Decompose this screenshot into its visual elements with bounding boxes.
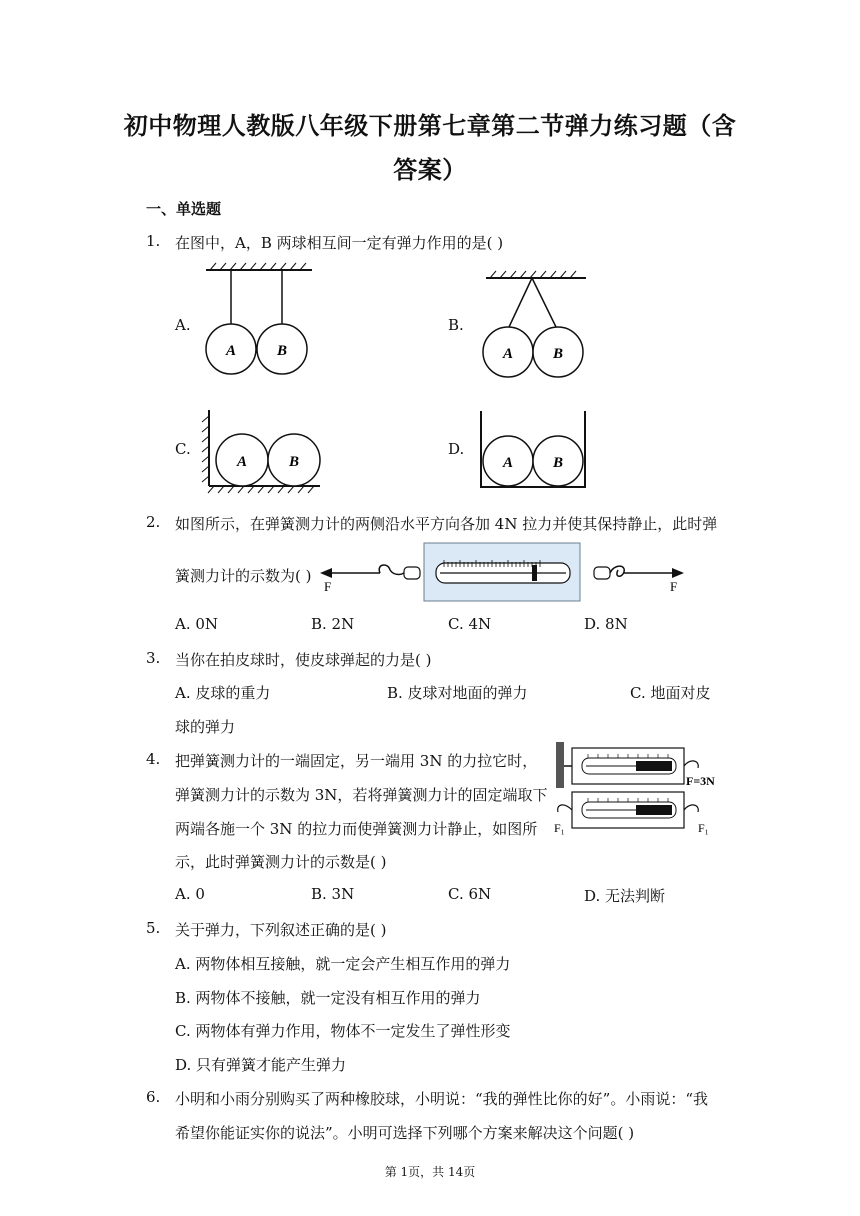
- q1c-ball-a-label: A: [236, 454, 248, 470]
- q1a-ball-b-label: B: [276, 343, 288, 359]
- q4-line-4: 示，此时弹簧测力计的示数是( ): [175, 853, 387, 871]
- section-heading: 一、单选题: [146, 200, 222, 218]
- q4-option-b: B. 3N: [311, 885, 355, 903]
- q3-option-c: C. 地面对皮: [630, 684, 711, 702]
- q2-force-left-label: F: [324, 579, 332, 594]
- q5-number: 5.: [146, 919, 161, 937]
- q4-label-right: F₁: [698, 821, 709, 835]
- page-title: 初中物理人教版八年级下册第七章第二节弹力练习题（含: [123, 112, 737, 140]
- q1-figure-d: [476, 408, 590, 492]
- q3-number: 3.: [146, 649, 161, 667]
- q2-option-b: B. 2N: [311, 615, 355, 633]
- q4-option-c: C. 6N: [448, 885, 492, 903]
- q1a-ball-a-label: A: [225, 343, 237, 359]
- q2-option-d: D. 8N: [584, 615, 628, 633]
- q1-option-a-label: A.: [175, 316, 191, 334]
- q2-option-c: C. 4N: [448, 615, 492, 633]
- page-footer: 第 1页，共 14页: [384, 1165, 476, 1179]
- q1d-ball-b-label: B: [552, 455, 564, 471]
- q4-line-1: 把弹簧测力计的一端固定，另一端用 3N 的力拉它时，: [175, 752, 538, 770]
- q1-figure-a: [200, 262, 320, 384]
- q4-option-a: A. 0: [175, 885, 205, 903]
- q3-option-b: B. 皮球对地面的弹力: [387, 684, 528, 702]
- q1-figure-b: [476, 270, 591, 386]
- q1-option-c-label: C.: [175, 440, 191, 458]
- q3-stem: 当你在拍皮球时，使皮球弹起的力是( ): [175, 651, 432, 669]
- q4-line-3: 两端各施一个 3N 的拉力而使弹簧测力计静止，如图所: [175, 820, 538, 838]
- q1d-ball-a-label: A: [502, 455, 514, 471]
- q1b-ball-a-label: A: [502, 346, 514, 362]
- q4-label-left: F₁: [554, 821, 565, 835]
- q1-option-d-label: D.: [448, 440, 465, 458]
- q1b-ball-b-label: B: [552, 346, 564, 362]
- q1-option-b-label: B.: [448, 316, 464, 334]
- q5-option-b: B. 两物体不接触，就一定没有相互作用的弹力: [175, 989, 481, 1007]
- q2-stem-line1: 如图所示，在弹簧测力计的两侧沿水平方向各加 4N 拉力并使其保持静止，此时弹: [175, 515, 718, 533]
- q2-option-a: A. 0N: [175, 615, 219, 633]
- q1c-ball-b-label: B: [288, 454, 300, 470]
- q3-option-c-wrap: 球的弹力: [175, 718, 236, 736]
- page-title-line2: 答案）: [393, 156, 467, 184]
- q6-line-2: 希望你能证实你的说法”。小明可选择下列哪个方案来解决这个问题( ): [175, 1124, 635, 1142]
- q3-option-a: A. 皮球的重力: [175, 684, 271, 702]
- q1-number: 1.: [146, 232, 161, 250]
- q5-option-d: D. 只有弹簧才能产生弹力: [175, 1056, 347, 1074]
- q2-stem-line2: 簧测力计的示数为( ): [175, 567, 312, 585]
- q2-number: 2.: [146, 513, 161, 531]
- q6-number: 6.: [146, 1088, 161, 1106]
- q4-spring-scale-figure: [552, 740, 720, 836]
- q1-stem: 在图中，A，B 两球相互间一定有弹力作用的是( ): [175, 234, 504, 252]
- q6-line-1: 小明和小雨分别购买了两种橡胶球，小明说：“我的弹性比你的好”。小雨说：“我: [175, 1090, 709, 1108]
- q2-spring-scale-figure: [318, 540, 690, 606]
- q4-option-d: D. 无法判断: [584, 887, 666, 905]
- q4-number: 4.: [146, 750, 161, 768]
- q4-label-top: F=3N: [686, 774, 715, 788]
- q5-option-a: A. 两物体相互接触，就一定会产生相互作用的弹力: [175, 955, 511, 973]
- q5-option-c: C. 两物体有弹力作用，物体不一定发生了弹性形变: [175, 1022, 511, 1040]
- q4-line-2: 弹簧测力计的示数为 3N，若将弹簧测力计的固定端取下: [175, 786, 548, 804]
- q1-figure-c: [200, 406, 324, 494]
- q5-stem: 关于弹力，下列叙述正确的是( ): [175, 921, 387, 939]
- q2-force-right-label: F: [670, 579, 678, 594]
